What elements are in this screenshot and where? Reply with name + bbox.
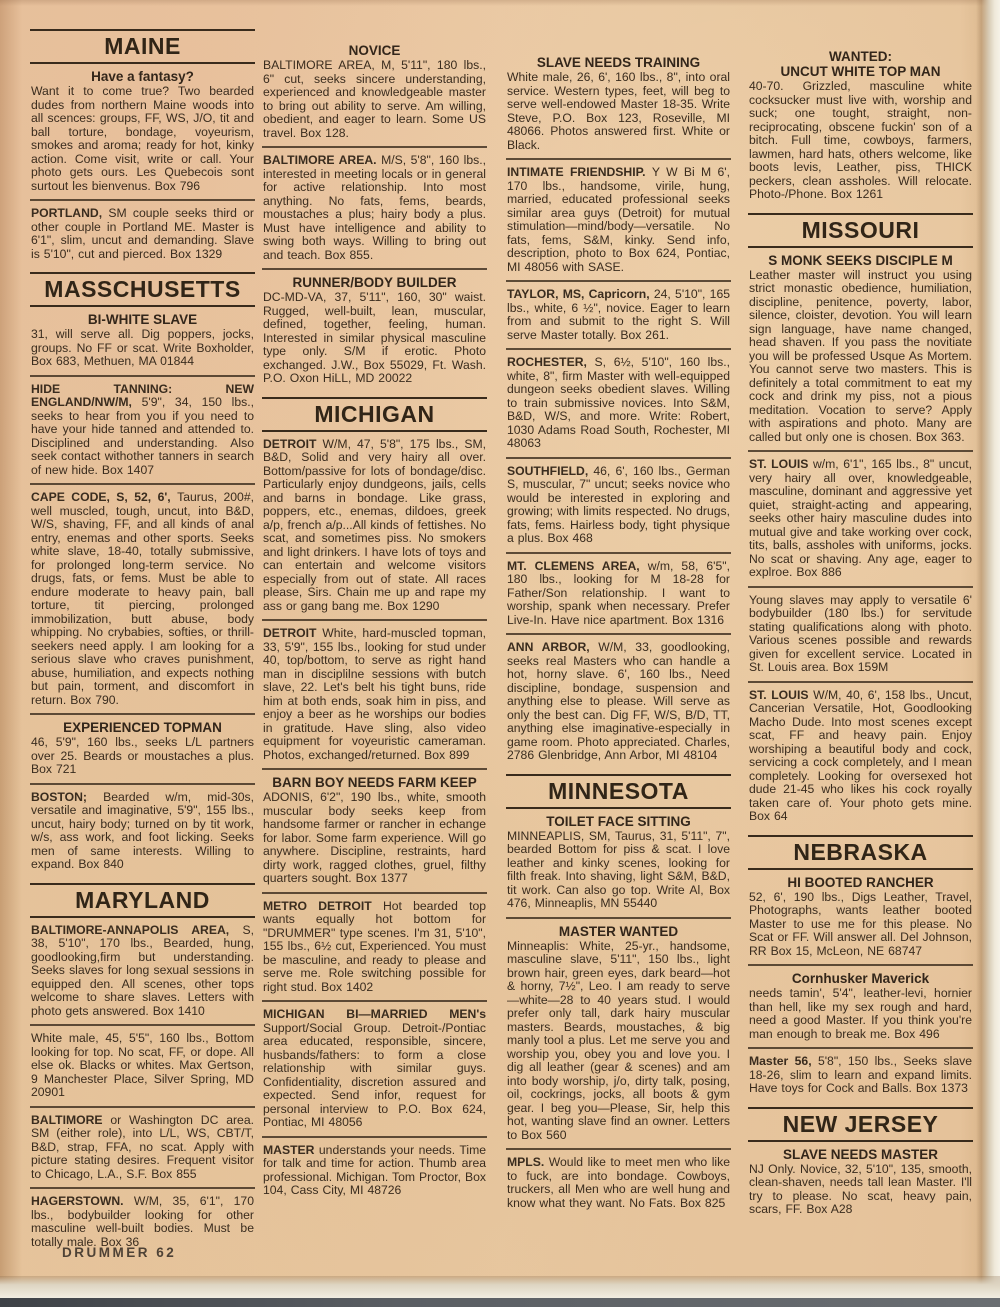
column-2	[262, 38, 487, 1204]
classified-ad	[262, 1000, 487, 1136]
ad-title: EXPERIENCED TOPMAN	[63, 720, 222, 735]
ad-lead: TAYLOR, MS, Capricorn,	[507, 287, 654, 301]
classified-ad	[262, 619, 487, 768]
ad-body: MICHIGAN BI—MARRIED MEN's Support/Social Group. Detroit-/Pontiac area educated, responsible, sincere, husbands/fathers: to form a close relationship with similar guys. Confidentiality, discretion assured and expected. Send infor, request for personal interview to P.O. Box 624, Pontiac, MI 48056	[263, 1007, 486, 1129]
classified-ad	[30, 307, 255, 375]
ad-lead: MASTER	[263, 1142, 319, 1157]
ad-body: HAGERSTOWN. W/M, 35, 6'1", 170 lbs., bodybuilder looking for other masculine well-built bodies. Must be totally male. Box 36	[31, 1194, 254, 1249]
ad-body: 31, will serve all. Dig poppers, jocks, groups. No FF or scat. Write Boxholder, Box 683, Methuen, MA 01844	[31, 327, 254, 368]
classified-ad	[748, 681, 973, 830]
ad-body: Want it to come true? Two bearded dudes from northern Maine woods into all scences: groups, FF, WS, J/O, tit and ball torture, bondage, voyeurism, smokes and aroma; ready for hot, kinky action. Come visit, write or call. Your photo gets ours. Les Quebecois sont surtout les bienvenus. Box 796	[31, 84, 254, 193]
classified-ad	[30, 375, 255, 484]
ad-lead: INTIMATE FRIENDSHIP.	[507, 165, 652, 179]
classified-ad	[506, 552, 731, 634]
ad-body: MASTER understands your needs. Time for talk and time for action. Thumb area professional. Michigan. Tom Proctor, Box 104, Cass City, MI 48726	[263, 1142, 487, 1197]
ad-title: BI-WHITE SLAVE	[87, 312, 198, 327]
classified-ad	[262, 38, 487, 146]
ad-body: BOSTON; Bearded w/m, mid-30s, versatile and imaginative, 5'9", 155 lbs., uncut, hairy body; turned on by tit work, w/s, ass work, and foot licking. Seeks men of same interests. Willing to expand. Box 840	[31, 789, 254, 871]
ad-body: 46, 5'9", 160 lbs., seeks L/L partners over 25. Beards or moustaches a plus. Box 721	[31, 735, 254, 776]
column-3	[506, 50, 731, 1216]
ad-body: MPLS. Would like to meet men who like to fuck, are into bondage. Cowboys, truckers, all Men who are well hung and know what they want. No Fats. Box 825	[507, 1155, 730, 1210]
ad-title: UNCUT WHITE TOP MAN	[780, 64, 941, 79]
ad-lead: METRO DETROIT	[263, 898, 383, 913]
ad-body: PORTLAND, SM couple seeks third or other couple in Portland ME. Master is 6'1", slim, uncut and demanding. Slave is 5'10", cut and pierced. Box 1329	[31, 206, 254, 261]
state-header: MAINE	[30, 29, 255, 64]
ad-body: DETROIT White, hard-muscled topman, 33, 5'9", 155 lbs., looking for stud under 40, top/bottom, to serve as right hand man in disciplilne sessions with butch slave, 22. Let's belt his tight buns, ride him at both ends, soak him in piss, and enjoy a beer as he worships our bodies in gratitude. Have sling, also video equipment for voyeuristic cameraman. Photos, exchanged/returned. Box 899	[263, 626, 486, 762]
ad-title: Have a fantasy?	[91, 69, 194, 84]
state-header: NEW JERSEY	[748, 1107, 973, 1142]
column-4	[748, 44, 973, 1223]
classified-ad	[30, 783, 255, 878]
ad-body: White male, 26, 6', 160 lbs., 8", into oral service. Western types, feet, will beg to serve well-endowed Master 18-35. Write Steve, P.O. Box 123, Roseville, MI 48066. Photos answered first. White or Black.	[507, 70, 730, 152]
ad-body: 40-70. Grizzled, masculine white cocksucker must live with, worship and suck; one tought, straight, non-reciprocating, obscene fuckin' son of a bitch. Full time, cowboys, farmers, lawmen, hard hats, others welcome, like boots levis, Leather, piss, THICK peckers, clean assholes. Will relocate. Photo-/Phone. Box 1261	[749, 79, 972, 201]
column-1	[30, 24, 255, 1255]
ad-body: MT. CLEMENS AREA, w/m, 58, 6'5", 180 lbs., looking for M 18-28 for Father/Son relationship. I want to worship, spank when necessary. Prefer Live-In. Have nice apartment. Box 1316	[507, 558, 730, 627]
classified-ad	[262, 768, 487, 892]
state-header: NEBRASKA	[748, 835, 973, 870]
ad-body: INTIMATE FRIENDSHIP. Y W Bi M 6', 170 lbs., handsome, virile, hung, married, educated professional seeks similar area guys (Detroit) for mutual stimulation—mind/body—versatile. No fats, fems, S&M, kinky. Send info, description, photo to Box 624, Pontiac, MI 48056 with SASE.	[507, 165, 730, 274]
ad-lead: MPLS.	[507, 1155, 549, 1169]
ad-lead: HAGERSTOWN.	[31, 1194, 134, 1208]
state-header: MINNESOTA	[506, 774, 731, 809]
ad-body: BALTIMORE or Washington DC area. SM (either role), into L/L, WS, CBT/T, B&D, strap, FFA, no scat. Apply with picture stating desires. Frequent visitor to Chicago, L.A., S.F. Box 855	[31, 1112, 254, 1181]
classified-ad	[506, 809, 731, 917]
ad-body: ROCHESTER, S, 6½, 5'10", 160 lbs., white, 8", firm Master with well-equipped dungeon seeks obedient slaves. Willing to train submissive novices. Into S&M, B&D, W/S, and more. Write: Robert, 1030 Adams Road South, Rochester, MI 48063	[507, 355, 730, 450]
ad-body: Leather master will instruct you using strict monastic obedience, humiliation, discipline, penitence, poverty, labor, silence, cloister, devotion. You will learn sign language, have name changed, head shaven. If you pass the novitiate you will be professed Usque As Mortem. You cannot serve two masters. This is definitely a total commitment to eat my cock and drink my piss, not a pious meditation. Vocation to serve? Apply with aspirations and photo. Many are called but only one is chosen. Box 363.	[749, 267, 972, 444]
classified-ad	[506, 917, 731, 1149]
ad-lead: CAPE CODE, S, 52, 6',	[31, 490, 178, 504]
ad-lead: MICHIGAN BI—MARRIED MEN's	[263, 1007, 486, 1021]
classified-ad	[30, 713, 255, 783]
page-bottom-edge	[0, 1276, 1000, 1298]
ad-body: BALTIMORE-ANNAPOLIS AREA, S, 38, 5'10", 170 lbs., Bearded, hung, goodlooking,firm but understanding. Seeks slaves for long sexual sessions in equipped den. All scenes, other tops welcome to share slaves. Letters with photo gets answered. Box 1410	[31, 922, 254, 1018]
classified-ad	[30, 199, 255, 267]
ad-body: White male, 45, 5'5", 160 lbs., Bottom looking for top. No scat, FF, or dope. All else ok. Blacks or whites. Max Gertson, 9 Manchester Place, Silver Spring, MD 20901	[31, 1031, 254, 1099]
classified-ad	[262, 268, 487, 392]
classified-ad	[262, 146, 487, 268]
classified-ad	[30, 1024, 255, 1106]
classified-ad	[748, 964, 973, 1047]
ad-title: Cornhusker Maverick	[791, 971, 930, 986]
ad-lead: BOSTON;	[31, 789, 104, 804]
ad-lead: Master 56,	[749, 1054, 818, 1068]
ad-title: RUNNER/BODY BUILDER	[292, 275, 457, 290]
ad-lead: MT. CLEMENS AREA,	[507, 558, 648, 573]
state-header: MARYLAND	[30, 883, 255, 918]
classified-ad	[30, 918, 255, 1025]
ad-body: NJ Only. Novice, 32, 5'10", 135, smooth, clean-shaven, needs tall lean Master. I'll try to please. No scat, heavy pain, scars, FF. Box A28	[749, 1161, 972, 1216]
classified-ad	[748, 1142, 973, 1223]
ad-body: ST. LOUIS W/M, 40, 6', 158 lbs., Uncut, Cancerian Versatile, Hot, Goodlooking Macho Dude. Into most scenes except scat, FF and heavy pain. Enjoy worshiping a beautiful body and cock, servicing a cock completely, and I mean completely. Looking for oversexed hot dude 21-45 who likes his cock royally taken care of. Your photo gets mine. Box 64	[749, 687, 973, 823]
classified-ad	[748, 870, 973, 965]
ad-title: HI BOOTED RANCHER	[787, 874, 934, 890]
classified-ad	[506, 158, 731, 280]
ad-body: ST. LOUIS w/m, 6'1", 165 lbs., 8" uncut, very hairy all over, knowledgeable, masculine, dominant and aggressive yet quiet, straight-acting and appearing, seeks other hairy masculine dudes into mutual give and take working over cock, tits, balls, assholes with uniforms, jocks. No scat or shaving. Any age, eager to explroe. Box 886	[749, 457, 972, 579]
ad-body: TAYLOR, MS, Capricorn, 24, 5'10", 165 lbs., white, 6 ½", novice. Eager to learn from and submit to the right S. Will serve Master totally. Box 261.	[507, 287, 730, 342]
ad-lead: SOUTHFIELD,	[507, 463, 594, 478]
ad-lead: PORTLAND,	[31, 206, 109, 220]
state-header: MICHIGAN	[262, 397, 487, 432]
ad-lead: HIDE TANNING: NEW ENGLAND/NW/M,	[31, 381, 254, 409]
ad-lead: ST. LOUIS	[749, 687, 814, 702]
ad-body: needs tamin', 5'4", leather-levi, hornier than hell, like my sex rough and hard, need a good Master. If you think you're man enough to break me. Box 496	[749, 986, 972, 1041]
ad-body: Young slaves may apply to versatile 6' bodybuilder (180 lbs.) for servitude stating qualifications along with photo. Various scenes possible and rewards given for excellent service. Located in St. Louis area. Box 159M	[749, 592, 972, 674]
classified-ad	[30, 1106, 255, 1188]
classified-ad	[262, 1136, 487, 1204]
ad-body: Minneaplis: White, 25-yr., handsome, masculine slave, 5'11", 150 lbs., light brown hair, green eyes, dark beard—hot & horny, 7½", Leo. I am ready to serve—white—28 to 40 years stud. I would prefer only tall, dark hairy muscular masters. Beards, moustaches, & big manly tool a plus. Let me serve you and worship you, obey you and love you. I dig all leather (gear & scenes) and am into body worship, j/o, dirty talk, posing, oil, cockrings, jocks, all boots & gym gear. I beg you—Please, Sir, help this hot, wanting slave find an owner. Letters to Box 560	[507, 938, 730, 1142]
ad-title: NOVICE	[348, 43, 401, 58]
ad-title: SLAVE NEEDS MASTER	[782, 1146, 939, 1162]
ad-body: ANN ARBOR, W/M, 33, goodlooking, seeks real Masters who can handle a hot, horny slave. 6', 160 lbs., Need discipline, bondage, suspension and anything else to please. Will serve as only the best can. Dig FF, W/S, B/D, TT, anything else imaginative-especially in game room. Photo appreciated. Charles, 2786 Glenbridge, Ann Arbor, MI 48104	[507, 640, 730, 762]
classified-ad	[506, 50, 731, 158]
classified-ad	[262, 892, 487, 1001]
ad-body: SOUTHFIELD, 46, 6', 160 lbs., German S, muscular, 7" uncut; seeks novice who would be interested in exploring and growing; with limits respected. No drugs, fats, fems. Hairless body, tight physique a plus. Box 468	[507, 463, 731, 545]
ad-lead: BALTIMORE	[31, 1112, 111, 1127]
classified-ad	[748, 248, 973, 451]
ad-body: DC-MD-VA, 37, 5'11", 160, 30" waist. Rugged, well-built, lean, muscular, defined, together, feeling, human. Interested in similar physical masculine type only. S/M if erotic. Photo exchanged. J.W., Box 55029, Ft. Wash. P.O. Oxon HiLL, MD 20022	[263, 290, 486, 385]
ad-title: S MONK SEEKS DISCIPLE M	[768, 252, 953, 268]
ad-body: HIDE TANNING: NEW ENGLAND/NW/M, 5'9", 34, 150 lbs., seeks to hear from you if you need to have your hide tanned and attended to. Disciplined and understanding. Also seek contact withother tanners in search of new hide. Box 1407	[31, 381, 254, 477]
scan-bottom-shadow	[0, 1298, 1000, 1307]
ad-title: WANTED:	[829, 49, 892, 64]
ad-title: MASTER WANTED	[558, 923, 679, 939]
ad-lead: BALTIMORE AREA.	[263, 153, 382, 167]
ad-title: SLAVE NEEDS TRAINING	[536, 55, 701, 70]
classified-ad	[506, 280, 731, 348]
ad-lead: DETROIT	[263, 436, 323, 451]
ad-title: TOILET FACE SITTING	[546, 813, 691, 829]
ad-body: 52, 6', 190 lbs., Digs Leather, Travel, Photographs, wants leather booted Master to use me for this please. No Scat or FF. Will answer all. Del Johnson, RR Box 15, McLeon, NE 68747	[749, 889, 972, 958]
classified-ad	[748, 586, 973, 681]
ad-body: DETROIT W/M, 47, 5'8", 175 lbs., SM, B&D, Solid and very hairy all over. Bottom/passive for lots of bondage/disc. Particularly enjoy dundgeons, jails, cells and barns in bondage. Like grass, poppers, etc., enemas, dildoes, greek a/p, french a/p...All kinds of fettishes. No scat, and sometimes piss. No smokers and light drinkers. I have lots of toys and can entertain and welcome visitors especially from out of state. All races please, Sirs. Chain me up and rape my ass or gang bang me. Box 1290	[263, 436, 487, 613]
classified-ad	[506, 633, 731, 769]
page-footer: DRUMMER 62	[62, 1245, 177, 1260]
classified-ad	[30, 64, 255, 199]
ad-lead: ROCHESTER,	[507, 355, 595, 369]
page-right-edge	[976, 0, 1000, 1307]
classified-ad	[506, 348, 731, 457]
ad-body: METRO DETROIT Hot bearded top wants equally hot bottom for "DRUMMER" type scenes. I'm 31, 5'10", 155 lbs., 6½ cut, Experienced. You must be masculine, and ready to please and serve me. Role switching possible for right stud. Box 1402	[263, 898, 487, 994]
ad-lead: BALTIMORE-ANNAPOLIS AREA,	[31, 922, 243, 937]
state-header: MISSOURI	[748, 213, 973, 248]
ad-lead: ST. LOUIS	[749, 457, 813, 471]
ad-body: CAPE CODE, S, 52, 6', Taurus, 200#, well muscled, tough, uncut, into B&D, W/S, shaving, FF, and all kinds of anal entry, enemas and other sports. Seeks white slave, 18-40, totally submissive, for prolonged long-term service. No drugs, fats, or fems. Must be able to endure moderate to heavy pain, ball torture, tit piercing, prolonged immobilization, butt abuse, body whipping. No crybabies, softies, or thrill-seekers need apply. I am looking for a serious slave who craves punishment, abuse, humiliation, and expects nothing but pain, torment, and discomfort in return. Box 790.	[31, 490, 254, 707]
ad-body: BALTIMORE AREA. M/S, 5'8", 160 lbs., interested in meeting locals or in general for active relationship. Into most anything. No fats, fems, beards, moustaches a plus; hairy body a plus. Must have intelligence and ability to swing both ways. Willing to bring out and teach. Box 855.	[263, 153, 486, 262]
classified-ad	[748, 1047, 973, 1102]
ad-lead: DETROIT	[263, 626, 323, 640]
classified-ad	[748, 44, 973, 208]
classified-ad	[748, 450, 973, 586]
page-top-edge	[0, 0, 1000, 6]
classified-ad	[506, 457, 731, 552]
ad-title: BARN BOY NEEDS FARM KEEP	[272, 775, 477, 790]
classified-ad	[262, 432, 487, 620]
ad-body: BALTIMORE AREA, M, 5'11", 180 lbs., 6" cut, seeks sincere understanding, experienced and knowledgeable master to bring out ability to serve. Am willing, obedient, and eager to learn. Some US travel. Box 128.	[263, 58, 486, 140]
classified-ad	[506, 1148, 731, 1216]
classified-ad	[30, 483, 255, 713]
ad-lead: ANN ARBOR,	[507, 640, 599, 654]
ad-body: Master 56, 5'8", 150 lbs., Seeks slave 18-26, slim to learn and expand limits. Have toys for Cock and Balls. Box 1373	[749, 1054, 972, 1095]
ad-body: MINNEAPLIS, SM, Taurus, 31, 5'11", 7", bearded Bottom for piss & scat. I love leather and kinky scenes, looking for filth freak. Into shaving, light S&M, B&D, tit work. Can also go top. Write Al, Box 476, Minneaplis, MN 55440	[507, 828, 730, 910]
ad-body: ADONIS, 6'2", 190 lbs., white, smooth muscular body seeks keep from handsome farmer or rancher in echange for labor. Some farm experience. Will go anywhere. Discipline, restraints, hard dirty work, ragged clothes, gruel, filthy quarters sought. Box 1377	[263, 790, 486, 885]
state-header: MASSCHUSETTS	[30, 272, 255, 307]
